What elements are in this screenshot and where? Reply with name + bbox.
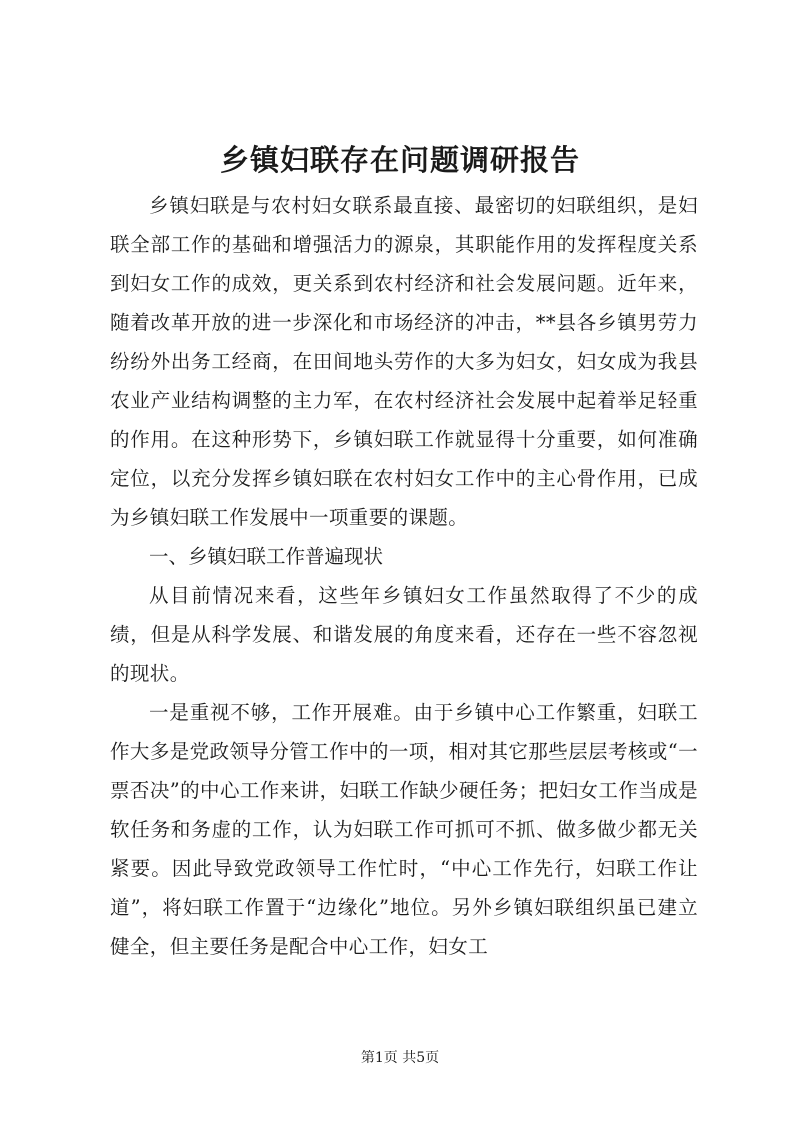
- page-number-footer: 第1页 共5页: [360, 1050, 440, 1066]
- issue-paragraph: 一是重视不够，工作开展难。由于乡镇中心工作繁重，妇联工作大多是党政领导分管工作中的一项，相对其它那些层层考核或“一票否决”的中心工作来讲，妇联工作缺少硬任务；把妇女工作当成是软任务和务虚的工作，认为妇联工作可抓可不抓、做多做少都无关紧要。因此导致党政领导工作忙时，“中心工作先行，妇联工作让道”，将妇联工作置于“边缘化”地位。另外乡镇妇联组织虽已建立健全，但主要任务是配合中心工作，妇女工: [110, 701, 698, 958]
- document-title: 乡镇妇联存在问题调研报告: [219, 143, 580, 177]
- document-body: [110, 186, 698, 966]
- status-paragraph: 从目前情况来看，这些年乡镇妇女工作虽然取得了不少的成绩，但是从科学发展、和谐发展的角度来看，还存在一些不容忽视的现状。: [110, 584, 698, 685]
- section-heading: 一、乡镇妇联工作普遍现状: [149, 545, 384, 568]
- intro-paragraph: 乡镇妇联是与农村妇女联系最直接、最密切的妇联组织，是妇联全部工作的基础和增强活力的源泉，其职能作用的发挥程度关系到妇女工作的成效，更关系到农村经济和社会发展问题。近年来，随着改革开放的进一步深化和市场经济的冲击，**县各乡镇男劳力纷纷外出务工经商，在田间地头劳作的大多为妇女，妇女成为我县农业产业结构调整的主力军，在农村经济社会发展中起着举足轻重的作用。在这种形势下，乡镇妇联工作就显得十分重要，如何准确定位，以充分发挥乡镇妇联在农村妇女工作中的主心骨作用，已成为乡镇妇联工作发展中一项重要的课题。: [110, 194, 698, 529]
